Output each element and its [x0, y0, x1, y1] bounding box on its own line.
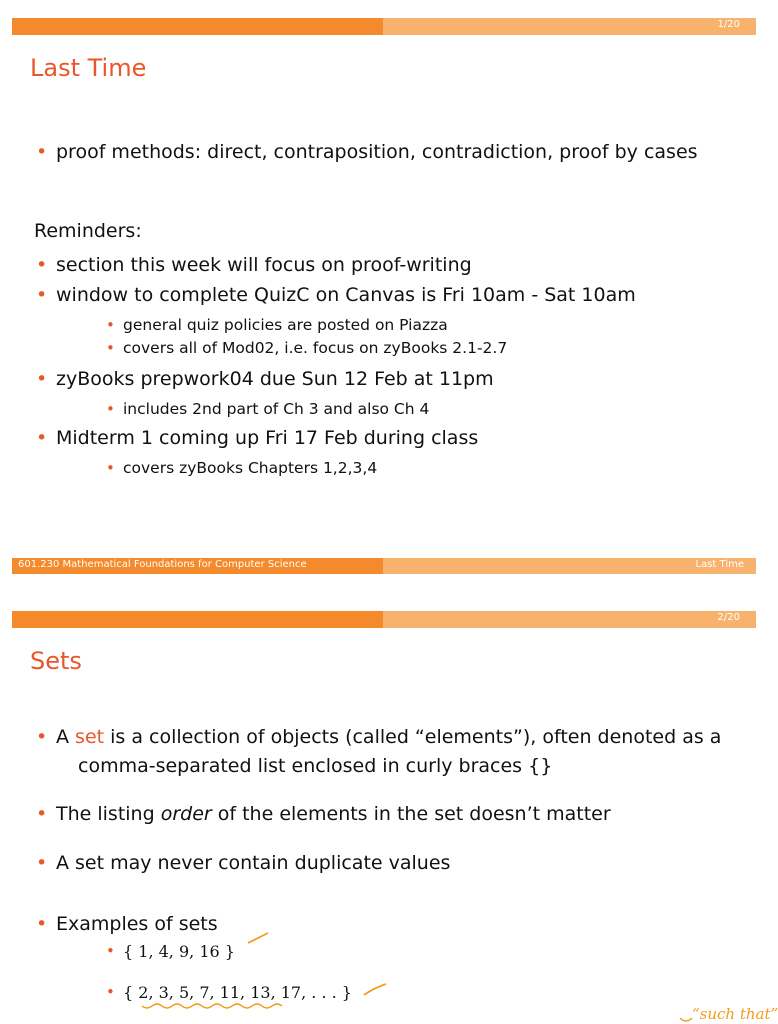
- reminder-covers-mod02: • covers all of Mod02, i.e. focus on zyBooks 2.1-2.7: [123, 339, 507, 357]
- footer-course: 601.230 Mathematical Foundations for Computer Science: [18, 559, 307, 570]
- ink-stroke: [680, 1018, 692, 1021]
- header-bar-dark: [12, 18, 383, 35]
- term-set: set: [75, 726, 105, 748]
- bullet-order: • The listing order of the elements in the set doesn’t matter: [56, 803, 611, 825]
- page-number: 2/20: [717, 612, 740, 623]
- reminder-prepwork-detail: • includes 2nd part of Ch 3 and also Ch 4: [123, 400, 429, 418]
- slide-header-bar: [12, 18, 756, 35]
- bullet-set-definition-line2: comma-separated list enclosed in curly braces {}: [78, 755, 553, 777]
- reminder-midterm-detail: • covers zyBooks Chapters 1,2,3,4: [123, 459, 377, 477]
- bullet-examples: • Examples of sets: [56, 913, 218, 935]
- underline-squiggle: [142, 1004, 282, 1008]
- example-primes: • { 2, 3, 5, 7, 11, 13, 17, . . . }: [123, 983, 352, 1002]
- footer-section: Last Time: [695, 559, 744, 570]
- term-order: order: [160, 803, 212, 825]
- reminder-quiz-window: • window to complete QuizC on Canvas is Fri 10am - Sat 10am: [56, 284, 636, 306]
- header-bar-light: [383, 18, 756, 35]
- slide-title: Last Time: [30, 54, 147, 82]
- check-mark-2: [364, 984, 386, 995]
- slide-sets: [12, 611, 778, 1024]
- page-number: 1/20: [717, 19, 740, 30]
- bullet-set-definition: • A set is a collection of objects (called “elements”), often denoted as a: [56, 726, 721, 748]
- slide-title: Sets: [30, 647, 82, 675]
- ink-annotations: [12, 611, 756, 1024]
- bullet-proof-methods: • proof methods: direct, contraposition, contradiction, proof by cases: [56, 141, 698, 163]
- reminders-label: Reminders:: [34, 220, 142, 242]
- bullet-no-duplicates: • A set may never contain duplicate values: [56, 852, 450, 874]
- slide-footer: [12, 558, 756, 574]
- reminder-quiz-policies: • general quiz policies are posted on Piazza: [123, 316, 448, 334]
- reminder-midterm: • Midterm 1 coming up Fri 17 Feb during class: [56, 427, 478, 449]
- handwritten-such-that: “such that”: [692, 1005, 778, 1023]
- reminder-prepwork: • zyBooks prepwork04 due Sun 12 Feb at 11pm: [56, 368, 494, 390]
- slide-last-time: [12, 18, 756, 576]
- reminder-section: • section this week will focus on proof-writing: [56, 254, 472, 276]
- example-squares: • { 1, 4, 9, 16 }: [123, 942, 235, 961]
- check-mark-1: [248, 933, 268, 943]
